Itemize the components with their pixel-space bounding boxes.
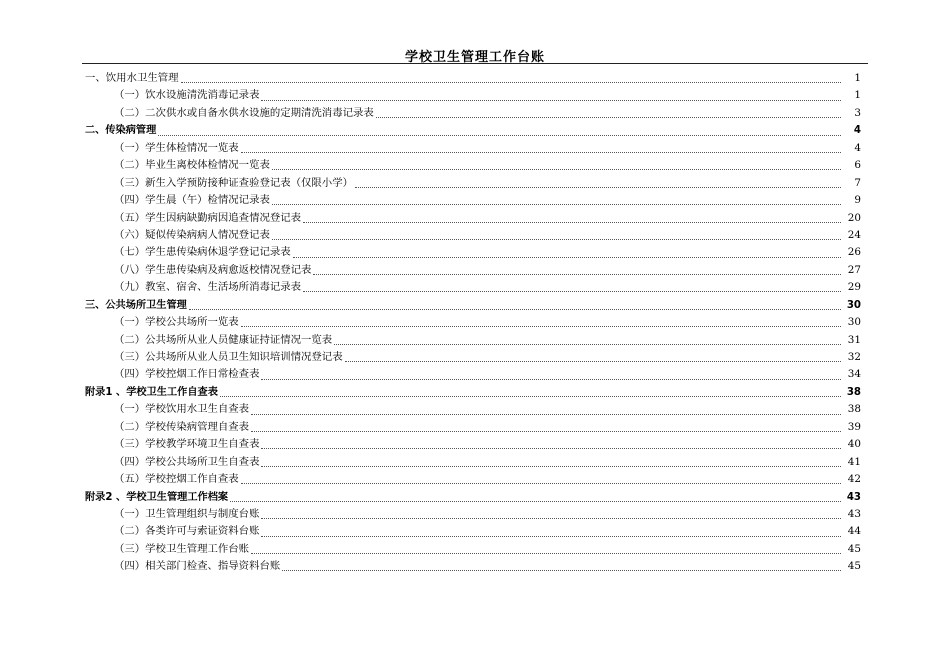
toc-dot-leader [251, 413, 841, 415]
toc-entry-label: （五）学校控烟工作自查表 [114, 473, 239, 486]
toc-page-number: 9 [854, 194, 861, 207]
toc-dot-leader [251, 552, 841, 554]
toc-entry-label: （四）学校公共场所卫生自查表 [114, 455, 260, 468]
toc-entry-label: （四）学校控烟工作日常检查表 [114, 368, 260, 381]
document-title: 学校卫生管理工作台账 [404, 50, 545, 65]
toc-subsection-entry[interactable] [85, 558, 861, 575]
toc-subsection-entry[interactable] [85, 210, 861, 227]
toc-entry-label: （五）学生因病缺勤病因追查情况登记表 [114, 211, 302, 224]
toc-page-number: 31 [847, 333, 861, 346]
toc-section-entry[interactable] [85, 384, 861, 401]
toc-dot-leader [272, 238, 841, 240]
toc-page-number: 43 [846, 491, 861, 503]
toc-page-number: 43 [847, 507, 861, 520]
table-of-contents [85, 70, 861, 576]
toc-entry-label: （八）学生患传染病及病愈返校情况登记表 [114, 263, 312, 276]
toc-page-number: 39 [847, 420, 861, 433]
title-divider [82, 63, 868, 64]
toc-dot-leader [261, 99, 841, 101]
toc-entry-label: （三）新生入学预防接种证查验登记表（仅限小学） [114, 176, 353, 189]
toc-entry-label: （三）学校教学环境卫生自查表 [114, 438, 260, 451]
toc-dot-leader [261, 517, 841, 519]
toc-dot-leader [334, 343, 841, 345]
toc-entry-label: （九）教室、宿舍、生活场所消毒记录表 [114, 281, 302, 294]
toc-subsection-entry[interactable] [85, 314, 861, 331]
toc-entry-label: （六）疑似传染病病人情况登记表 [114, 228, 270, 241]
toc-section-entry[interactable] [85, 70, 861, 87]
toc-page-number: 26 [847, 246, 861, 259]
toc-subsection-entry[interactable] [85, 471, 861, 488]
toc-subsection-entry[interactable] [85, 454, 861, 471]
toc-dot-leader [261, 535, 841, 537]
toc-subsection-entry[interactable] [85, 506, 861, 523]
toc-subsection-entry[interactable] [85, 523, 861, 540]
toc-dot-leader [241, 325, 841, 327]
toc-subsection-entry[interactable] [85, 192, 861, 209]
toc-dot-leader [282, 569, 841, 571]
toc-dot-leader [261, 378, 841, 380]
toc-entry-label: （一）卫生管理组织与制度台账 [114, 507, 260, 520]
toc-page-number: 45 [847, 542, 861, 555]
toc-dot-leader [376, 116, 841, 118]
toc-subsection-entry[interactable] [85, 105, 861, 122]
toc-entry-label: （三）学校卫生管理工作台账 [114, 542, 250, 555]
toc-page-number: 24 [847, 228, 861, 241]
toc-subsection-entry[interactable] [85, 140, 861, 157]
toc-page-number: 3 [854, 106, 861, 119]
toc-entry-label: （二）学校传染病管理自查表 [114, 420, 250, 433]
toc-entry-label: （一）学生体检情况一览表 [114, 141, 239, 154]
toc-subsection-entry[interactable] [85, 332, 861, 349]
toc-subsection-entry[interactable] [85, 157, 861, 174]
toc-dot-leader [251, 430, 841, 432]
toc-subsection-entry[interactable] [85, 279, 861, 296]
toc-dot-leader [241, 151, 841, 153]
toc-dot-leader [313, 273, 841, 275]
toc-entry-label: （二）各类许可与索证资料台账 [114, 525, 260, 538]
toc-page-number: 1 [854, 72, 861, 84]
toc-dot-leader [158, 134, 841, 136]
toc-page-number: 30 [846, 299, 861, 311]
toc-dot-leader [230, 500, 841, 502]
toc-subsection-entry[interactable] [85, 175, 861, 192]
toc-entry-label: 三、公共场所卫生管理 [85, 299, 187, 311]
toc-page-number: 29 [847, 281, 861, 294]
toc-page-number: 32 [847, 351, 861, 363]
toc-entry-label: （七）学生患传染病休退学登记记录表 [114, 246, 291, 259]
toc-dot-leader [181, 81, 841, 83]
toc-entry-label: 一、饮用水卫生管理 [85, 72, 179, 84]
toc-subsection-entry[interactable] [85, 349, 861, 366]
toc-page-number: 20 [847, 211, 861, 224]
toc-dot-leader [345, 360, 841, 362]
toc-entry-label: （一）学校公共场所一览表 [114, 316, 239, 329]
toc-dot-leader [261, 465, 841, 467]
toc-dot-leader [303, 221, 841, 223]
toc-subsection-entry[interactable] [85, 401, 861, 418]
toc-page-number: 4 [854, 141, 861, 154]
toc-dot-leader [261, 447, 841, 449]
toc-dot-leader [272, 168, 841, 170]
toc-subsection-entry[interactable] [85, 262, 861, 279]
toc-entry-label: （三）公共场所从业人员卫生知识培训情况登记表 [114, 351, 343, 363]
toc-page-number: 30 [847, 316, 861, 329]
toc-entry-label: （一）学校饮用水卫生自查表 [114, 403, 250, 416]
toc-page-number: 4 [853, 125, 861, 137]
toc-dot-leader [220, 395, 841, 397]
toc-dot-leader [189, 308, 841, 310]
toc-page-number: 42 [847, 473, 861, 486]
toc-subsection-entry[interactable] [85, 436, 861, 453]
toc-page-number: 27 [847, 263, 861, 276]
toc-entry-label: 附录1 、学校卫生工作自查表 [85, 386, 218, 398]
toc-section-entry[interactable] [85, 489, 861, 506]
toc-dot-leader [241, 482, 841, 484]
toc-subsection-entry[interactable] [85, 244, 861, 261]
toc-entry-label: 二、传染病管理 [85, 125, 157, 137]
toc-page-number: 38 [846, 386, 861, 398]
toc-subsection-entry[interactable] [85, 366, 861, 383]
toc-entry-label: （二）二次供水或自备水供水设施的定期清洗消毒记录表 [114, 106, 374, 119]
toc-entry-label: （二）公共场所从业人员健康证持证情况一览表 [114, 333, 333, 346]
toc-subsection-entry[interactable] [85, 419, 861, 436]
toc-subsection-entry[interactable] [85, 541, 861, 558]
toc-dot-leader [272, 203, 841, 205]
toc-entry-label: （四）相关部门检查、指导资料台账 [114, 560, 281, 573]
toc-entry-label: （四）学生晨（午）检情况记录表 [114, 194, 270, 207]
toc-page-number: 40 [847, 438, 861, 451]
toc-subsection-entry[interactable] [85, 227, 861, 244]
toc-dot-leader [355, 186, 841, 188]
toc-page-number: 6 [854, 159, 861, 172]
toc-section-entry[interactable] [85, 122, 861, 139]
toc-subsection-entry[interactable] [85, 87, 861, 104]
toc-entry-label: （一）饮水设施清洗消毒记录表 [114, 89, 260, 102]
toc-page-number: 34 [847, 368, 861, 381]
toc-entry-label: 附录2 、学校卫生管理工作档案 [85, 491, 229, 503]
toc-dot-leader [303, 290, 841, 292]
toc-page-number: 1 [854, 89, 861, 102]
toc-page-number: 44 [847, 525, 861, 538]
toc-dot-leader [293, 256, 841, 258]
toc-page-number: 7 [854, 176, 861, 189]
toc-entry-label: （二）毕业生离校体检情况一览表 [114, 159, 270, 172]
toc-section-entry[interactable] [85, 297, 861, 314]
toc-page-number: 41 [847, 455, 861, 468]
toc-page-number: 38 [847, 403, 861, 416]
toc-page-number: 45 [847, 560, 861, 573]
